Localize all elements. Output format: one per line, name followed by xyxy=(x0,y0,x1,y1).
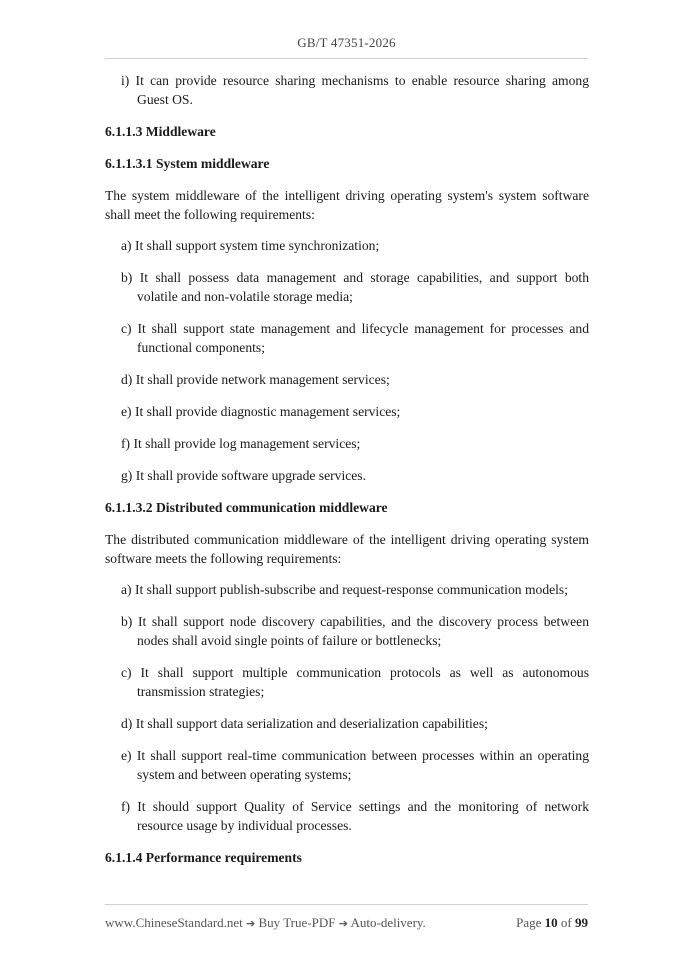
list-item: d) It shall support data serialization and deserialization capabilities; xyxy=(121,716,488,731)
list-item: e) It shall support real-time communication between processes within an operating system and between operating systems; xyxy=(121,748,589,782)
list-item: b) It shall support node discovery capabilities, and the discovery process between nodes shall avoid single points of failure or bottlenecks; xyxy=(121,614,589,648)
auto-delivery-text: Auto-delivery. xyxy=(350,915,426,930)
buy-link[interactable]: Buy True-PDF xyxy=(258,915,336,930)
footer-links xyxy=(105,915,426,931)
page-header: GB/T 47351-2026 xyxy=(297,35,396,50)
section-heading-6-1-1-3-2: 6.1.1.3.2 Distributed communication middleware xyxy=(105,500,388,515)
total-pages: 99 xyxy=(575,915,588,930)
arrow-right-icon: ➔ xyxy=(246,917,256,930)
section-heading-6-1-1-3-1: 6.1.1.3.1 System middleware xyxy=(105,156,270,171)
page-number xyxy=(516,915,588,931)
list-item: a) It shall support system time synchronization; xyxy=(121,238,380,253)
list-item: g) It shall provide software upgrade services. xyxy=(121,468,366,483)
header-divider xyxy=(105,58,588,59)
current-page: 10 xyxy=(544,915,558,930)
list-item-i: i) It can provide resource sharing mechanisms to enable resource sharing among Guest OS. xyxy=(121,73,589,107)
list-item: c) It shall support state management and lifecycle management for processes and functional components; xyxy=(121,321,589,355)
distributed-middleware-intro: The distributed communication middleware of the intelligent driving operating system software meets the following requirements: xyxy=(105,532,589,566)
system-middleware-intro: The system middleware of the intelligent driving operating system's system software shall meet the following requirements: xyxy=(105,188,589,222)
distributed-middleware-list xyxy=(105,580,589,835)
list-item: b) It shall possess data management and storage capabilities, and support both volatile and non-volatile storage media; xyxy=(121,270,589,304)
section-heading-6-1-1-3: 6.1.1.3 Middleware xyxy=(105,124,216,139)
site-link[interactable]: www.ChineseStandard.net xyxy=(105,915,243,930)
page-label: Page xyxy=(516,915,542,930)
list-item: f) It shall provide log management services; xyxy=(121,436,361,451)
page-body xyxy=(105,71,589,880)
list-item: a) It shall support publish-subscribe and request-response communication models; xyxy=(121,582,568,597)
of-label: of xyxy=(560,915,572,930)
list-item: f) It should support Quality of Service settings and the monitoring of network resource usage by individual processes. xyxy=(121,799,589,833)
section-heading-6-1-1-4: 6.1.1.4 Performance requirements xyxy=(105,850,302,865)
arrow-right-icon: ➔ xyxy=(338,917,348,930)
footer-divider xyxy=(105,904,588,905)
system-middleware-list xyxy=(105,236,589,485)
list-item: e) It shall provide diagnostic management services; xyxy=(121,404,401,419)
list-item: c) It shall support multiple communication protocols as well as autonomous transmission strategies; xyxy=(121,665,589,699)
list-item: d) It shall provide network management services; xyxy=(121,372,390,387)
